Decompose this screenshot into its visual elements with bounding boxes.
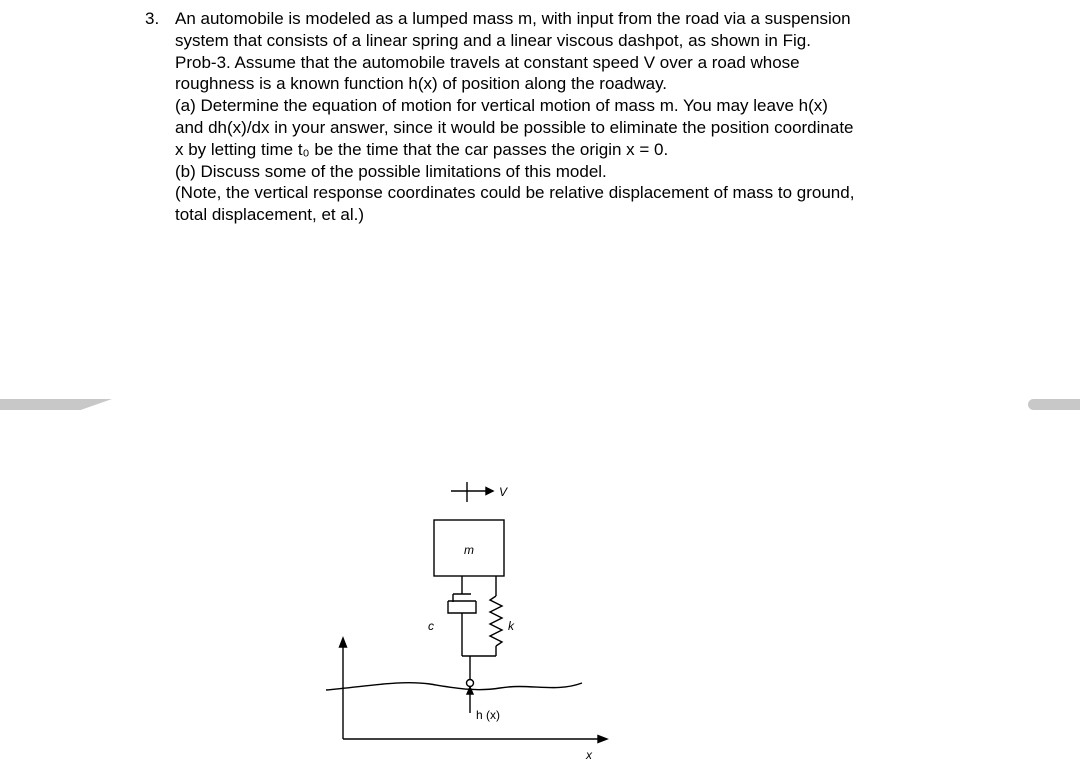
problem-line: roughness is a known function h(x) of position along the roadway. bbox=[175, 74, 668, 94]
problem-number: 3. bbox=[145, 9, 160, 28]
axis-x-label: x bbox=[586, 748, 592, 762]
problem-line-note: (Note, the vertical response coordinates could be relative displacement of mass to ground, bbox=[175, 183, 855, 203]
problem-line-part-a: (a) Determine the equation of motion for vertical motion of mass m. You may leave h(x) bbox=[175, 96, 828, 116]
velocity-label: V bbox=[499, 485, 508, 499]
problem-line: An automobile is modeled as a lumped mass m, with input from the road via a suspension bbox=[175, 9, 851, 28]
mass-label: m bbox=[464, 543, 474, 557]
problem-line: and dh(x)/dx in your answer, since it would be possible to eliminate the position coordinate bbox=[175, 117, 854, 137]
velocity-arrowhead bbox=[486, 488, 493, 495]
road-function-label: h (x) bbox=[476, 708, 500, 722]
problem-line: x by letting time t₀ be the time that the car passes the origin x = 0. bbox=[175, 139, 669, 159]
damper-label: c bbox=[428, 619, 434, 633]
height-arrowhead bbox=[467, 687, 473, 694]
spring bbox=[490, 596, 502, 646]
problem-line: system that consists of a linear spring and a linear viscous dashpot, as shown in Fig. bbox=[175, 30, 811, 50]
problem-line: Prob-3. Assume that the automobile travels at constant speed V over a road whose bbox=[175, 52, 800, 72]
problem-line-note: total displacement, et al.) bbox=[175, 205, 364, 225]
damper-cylinder bbox=[448, 601, 476, 613]
spring-label: k bbox=[508, 619, 514, 633]
problem-line-part-b: (b) Discuss some of the possible limitations of this model. bbox=[175, 161, 607, 181]
road-profile bbox=[326, 683, 582, 690]
